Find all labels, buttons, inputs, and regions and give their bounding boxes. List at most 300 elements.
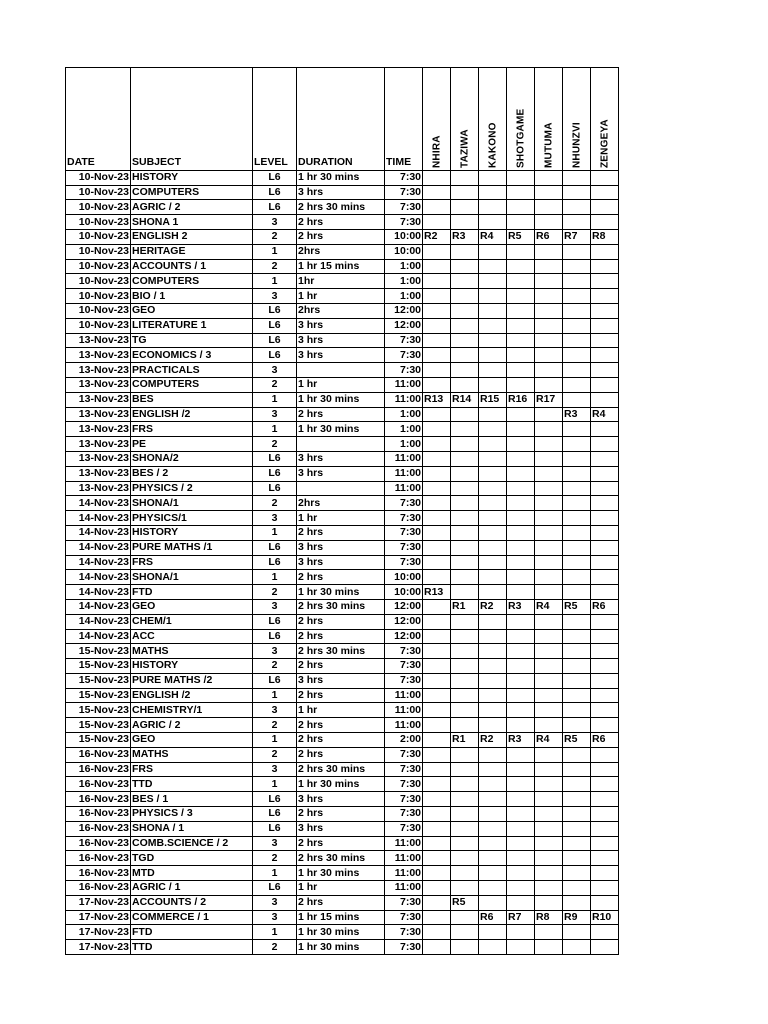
room-cell <box>591 836 619 851</box>
room-cell <box>451 570 479 585</box>
room-cell <box>451 466 479 481</box>
room-cell <box>451 303 479 318</box>
room-cell <box>479 777 507 792</box>
date-cell: 17-Nov-23 <box>66 895 131 910</box>
time-cell: 7:30 <box>385 540 423 555</box>
room-cell <box>479 496 507 511</box>
time-cell: 7:30 <box>385 673 423 688</box>
table-row <box>66 881 619 896</box>
time-cell: 7:30 <box>385 777 423 792</box>
room-cell <box>451 318 479 333</box>
room-cell <box>535 747 563 762</box>
table-row <box>66 274 619 289</box>
room-cell <box>563 866 591 881</box>
room-cell <box>591 392 619 407</box>
table-row <box>66 466 619 481</box>
room-cell <box>423 703 451 718</box>
table-row <box>66 422 619 437</box>
room-cell <box>563 348 591 363</box>
subject-cell: FRS <box>131 555 253 570</box>
level-cell: 3 <box>253 895 297 910</box>
room-cell <box>591 881 619 896</box>
date-cell: 10-Nov-23 <box>66 274 131 289</box>
date-cell: 16-Nov-23 <box>66 762 131 777</box>
room-cell <box>591 481 619 496</box>
room-cell <box>479 451 507 466</box>
duration-cell: 3 hrs <box>297 792 385 807</box>
duration-cell: 2 hrs 30 mins <box>297 644 385 659</box>
date-cell: 10-Nov-23 <box>66 170 131 185</box>
room-cell <box>451 363 479 378</box>
room-cell <box>451 851 479 866</box>
room-cell <box>563 940 591 955</box>
room-cell <box>507 673 535 688</box>
duration-cell: 1 hr 30 mins <box>297 170 385 185</box>
subject-cell: COMB.SCIENCE / 2 <box>131 836 253 851</box>
duration-cell: 2 hrs 30 mins <box>297 851 385 866</box>
room-cell <box>535 644 563 659</box>
time-cell: 7:30 <box>385 910 423 925</box>
room-cell <box>507 274 535 289</box>
level-cell: L6 <box>253 333 297 348</box>
subject-cell: ENGLISH /2 <box>131 688 253 703</box>
room-cell <box>563 777 591 792</box>
date-cell: 15-Nov-23 <box>66 659 131 674</box>
room-cell <box>479 895 507 910</box>
duration-cell: 2 hrs <box>297 215 385 230</box>
subject-cell: PHYSICS / 3 <box>131 807 253 822</box>
room-cell <box>535 363 563 378</box>
room-cell <box>507 422 535 437</box>
room-cell: R7 <box>563 229 591 244</box>
room-cell <box>423 525 451 540</box>
room-cell <box>423 289 451 304</box>
duration-cell: 3 hrs <box>297 333 385 348</box>
room-cell <box>507 215 535 230</box>
table-row <box>66 437 619 452</box>
subject-cell: ECONOMICS / 3 <box>131 348 253 363</box>
time-cell: 1:00 <box>385 422 423 437</box>
room-cell <box>479 437 507 452</box>
date-cell: 13-Nov-23 <box>66 451 131 466</box>
room-cell <box>591 762 619 777</box>
room-cell <box>423 200 451 215</box>
room-cell <box>535 481 563 496</box>
room-cell <box>423 363 451 378</box>
room-cell: R4 <box>591 407 619 422</box>
room-cell <box>591 451 619 466</box>
table-row <box>66 644 619 659</box>
room-cell <box>507 895 535 910</box>
room-cell: R1 <box>451 733 479 748</box>
subject-cell: HISTORY <box>131 170 253 185</box>
invigilator-header <box>591 68 619 171</box>
subject-cell: FTD <box>131 585 253 600</box>
duration-cell: 3 hrs <box>297 318 385 333</box>
room-cell <box>423 807 451 822</box>
room-cell <box>423 466 451 481</box>
duration-cell: 1 hr 15 mins <box>297 910 385 925</box>
room-cell <box>479 348 507 363</box>
duration-cell: 3 hrs <box>297 673 385 688</box>
duration-cell: 2 hrs <box>297 688 385 703</box>
date-cell: 16-Nov-23 <box>66 747 131 762</box>
subject-cell: MATHS <box>131 747 253 762</box>
room-cell <box>563 481 591 496</box>
room-cell <box>535 437 563 452</box>
room-cell <box>479 807 507 822</box>
subject-cell: ENGLISH 2 <box>131 229 253 244</box>
subject-cell: PHYSICS / 2 <box>131 481 253 496</box>
table-row <box>66 289 619 304</box>
subject-cell: AGRIC / 2 <box>131 718 253 733</box>
room-cell <box>451 910 479 925</box>
room-cell <box>563 762 591 777</box>
date-cell: 13-Nov-23 <box>66 348 131 363</box>
duration-cell: 3 hrs <box>297 451 385 466</box>
room-cell: R7 <box>507 910 535 925</box>
room-cell <box>563 511 591 526</box>
date-cell: 15-Nov-23 <box>66 733 131 748</box>
room-cell <box>423 407 451 422</box>
room-cell <box>451 688 479 703</box>
room-cell <box>423 377 451 392</box>
room-cell <box>507 940 535 955</box>
subject-cell: AGRIC / 1 <box>131 881 253 896</box>
level-cell: L6 <box>253 170 297 185</box>
room-cell <box>591 215 619 230</box>
date-cell: 10-Nov-23 <box>66 244 131 259</box>
room-cell <box>423 792 451 807</box>
room-cell <box>451 496 479 511</box>
room-cell <box>563 925 591 940</box>
room-cell <box>591 437 619 452</box>
room-cell <box>563 170 591 185</box>
time-header: TIME <box>385 156 423 170</box>
room-cell <box>479 481 507 496</box>
room-cell <box>535 807 563 822</box>
level-cell: L6 <box>253 200 297 215</box>
time-cell: 7:30 <box>385 511 423 526</box>
room-cell <box>591 185 619 200</box>
subject-cell: BES / 2 <box>131 466 253 481</box>
room-cell <box>479 377 507 392</box>
subject-cell: TTD <box>131 777 253 792</box>
duration-cell: 2hrs <box>297 244 385 259</box>
room-cell <box>535 673 563 688</box>
invigilator-header <box>423 68 451 171</box>
duration-cell: 2 hrs 30 mins <box>297 599 385 614</box>
room-cell <box>451 274 479 289</box>
room-cell <box>479 659 507 674</box>
subject-cell: FRS <box>131 762 253 777</box>
room-cell <box>591 200 619 215</box>
room-cell <box>563 747 591 762</box>
room-cell <box>591 747 619 762</box>
header-spacer-row <box>66 68 619 157</box>
room-cell <box>535 303 563 318</box>
room-cell <box>507 496 535 511</box>
room-cell <box>507 363 535 378</box>
time-cell: 7:30 <box>385 333 423 348</box>
level-cell: 2 <box>253 496 297 511</box>
room-cell: R3 <box>451 229 479 244</box>
room-cell <box>535 244 563 259</box>
level-cell: 3 <box>253 703 297 718</box>
room-cell: R5 <box>563 599 591 614</box>
time-cell: 11:00 <box>385 392 423 407</box>
level-cell: 1 <box>253 688 297 703</box>
room-cell <box>451 644 479 659</box>
room-cell <box>563 570 591 585</box>
duration-cell: 2 hrs <box>297 895 385 910</box>
table-row <box>66 673 619 688</box>
date-cell: 16-Nov-23 <box>66 866 131 881</box>
duration-cell: 2 hrs <box>297 747 385 762</box>
room-cell: R10 <box>591 910 619 925</box>
room-cell <box>535 466 563 481</box>
room-cell <box>479 200 507 215</box>
invigilator-name: TAZIWA <box>459 129 470 168</box>
level-cell: L6 <box>253 451 297 466</box>
level-cell: 3 <box>253 215 297 230</box>
duration-cell: 1 hr 30 mins <box>297 422 385 437</box>
date-cell: 16-Nov-23 <box>66 807 131 822</box>
duration-cell: 1 hr <box>297 881 385 896</box>
room-cell: R14 <box>451 392 479 407</box>
room-cell <box>535 570 563 585</box>
date-cell: 14-Nov-23 <box>66 525 131 540</box>
room-cell <box>563 718 591 733</box>
level-cell: 1 <box>253 244 297 259</box>
room-cell <box>507 377 535 392</box>
subject-cell: FTD <box>131 925 253 940</box>
level-cell: 1 <box>253 525 297 540</box>
table-row <box>66 185 619 200</box>
level-cell: L6 <box>253 673 297 688</box>
time-cell: 7:30 <box>385 792 423 807</box>
room-cell <box>451 703 479 718</box>
level-header: LEVEL <box>253 156 297 170</box>
room-cell <box>507 170 535 185</box>
time-cell: 11:00 <box>385 688 423 703</box>
room-cell <box>563 289 591 304</box>
subject-cell: TTD <box>131 940 253 955</box>
room-cell <box>479 747 507 762</box>
room-cell <box>479 555 507 570</box>
subject-cell: TG <box>131 333 253 348</box>
time-cell: 12:00 <box>385 303 423 318</box>
room-cell <box>535 659 563 674</box>
level-cell: L6 <box>253 303 297 318</box>
room-cell: R2 <box>479 599 507 614</box>
room-cell <box>451 925 479 940</box>
room-cell <box>479 866 507 881</box>
room-cell <box>563 525 591 540</box>
room-cell <box>479 851 507 866</box>
room-cell <box>535 289 563 304</box>
room-cell <box>535 614 563 629</box>
duration-cell: 1 hr 15 mins <box>297 259 385 274</box>
invigilator-name: KAKONO <box>487 122 498 168</box>
date-cell: 14-Nov-23 <box>66 540 131 555</box>
time-cell: 11:00 <box>385 881 423 896</box>
table-row <box>66 792 619 807</box>
level-cell: 1 <box>253 392 297 407</box>
room-cell <box>507 348 535 363</box>
time-cell: 11:00 <box>385 466 423 481</box>
time-cell: 7:30 <box>385 659 423 674</box>
room-cell <box>535 185 563 200</box>
subject-cell: COMPUTERS <box>131 377 253 392</box>
level-cell: L6 <box>253 540 297 555</box>
time-cell: 2:00 <box>385 733 423 748</box>
room-cell <box>451 185 479 200</box>
time-cell: 10:00 <box>385 244 423 259</box>
date-cell: 14-Nov-23 <box>66 629 131 644</box>
table-row <box>66 718 619 733</box>
level-cell: L6 <box>253 185 297 200</box>
room-cell <box>535 881 563 896</box>
room-cell <box>535 866 563 881</box>
room-cell <box>451 585 479 600</box>
table-row <box>66 821 619 836</box>
date-cell: 14-Nov-23 <box>66 599 131 614</box>
subject-cell: FRS <box>131 422 253 437</box>
room-cell <box>451 866 479 881</box>
room-cell <box>591 466 619 481</box>
room-cell <box>423 644 451 659</box>
room-cell <box>451 407 479 422</box>
room-cell <box>451 244 479 259</box>
room-cell <box>423 259 451 274</box>
invigilator-header <box>563 68 591 171</box>
room-cell <box>479 407 507 422</box>
room-cell: R6 <box>479 910 507 925</box>
room-cell <box>591 570 619 585</box>
room-cell <box>507 244 535 259</box>
room-cell <box>423 629 451 644</box>
room-cell: R5 <box>563 733 591 748</box>
room-cell <box>591 303 619 318</box>
room-cell: R8 <box>535 910 563 925</box>
table-row <box>66 407 619 422</box>
duration-cell: 2 hrs <box>297 407 385 422</box>
room-cell <box>535 895 563 910</box>
room-cell <box>591 348 619 363</box>
room-cell <box>479 289 507 304</box>
room-cell <box>479 525 507 540</box>
duration-cell: 1 hr 30 mins <box>297 866 385 881</box>
room-cell <box>563 555 591 570</box>
room-cell <box>423 496 451 511</box>
room-cell <box>563 437 591 452</box>
room-cell: R13 <box>423 392 451 407</box>
duration-cell: 2 hrs <box>297 229 385 244</box>
room-cell <box>591 866 619 881</box>
level-cell: L6 <box>253 348 297 363</box>
time-cell: 10:00 <box>385 570 423 585</box>
room-cell <box>507 644 535 659</box>
room-cell <box>591 555 619 570</box>
room-cell <box>451 525 479 540</box>
room-cell <box>451 348 479 363</box>
room-cell <box>535 333 563 348</box>
date-cell: 13-Nov-23 <box>66 333 131 348</box>
room-cell <box>563 377 591 392</box>
level-cell: 2 <box>253 718 297 733</box>
duration-cell: 3 hrs <box>297 185 385 200</box>
time-cell: 11:00 <box>385 851 423 866</box>
room-cell <box>423 940 451 955</box>
subject-cell: SHONA/1 <box>131 570 253 585</box>
room-cell <box>507 881 535 896</box>
room-cell <box>591 718 619 733</box>
time-cell: 7:30 <box>385 185 423 200</box>
room-cell <box>507 659 535 674</box>
room-cell <box>507 525 535 540</box>
room-cell <box>591 673 619 688</box>
room-cell: R6 <box>591 733 619 748</box>
room-cell <box>479 881 507 896</box>
room-cell <box>535 348 563 363</box>
table-row <box>66 895 619 910</box>
table-row <box>66 807 619 822</box>
subject-cell: GEO <box>131 733 253 748</box>
room-cell <box>535 777 563 792</box>
date-cell: 10-Nov-23 <box>66 200 131 215</box>
level-cell: L6 <box>253 792 297 807</box>
room-cell <box>591 629 619 644</box>
date-header: DATE <box>66 156 131 170</box>
subject-cell: ACC <box>131 629 253 644</box>
room-cell <box>507 703 535 718</box>
duration-cell: 3 hrs <box>297 821 385 836</box>
room-cell <box>451 614 479 629</box>
duration-cell: 1 hr <box>297 377 385 392</box>
room-cell <box>423 881 451 896</box>
table-row <box>66 703 619 718</box>
room-cell <box>535 422 563 437</box>
room-cell <box>507 570 535 585</box>
room-cell <box>423 185 451 200</box>
room-cell <box>479 333 507 348</box>
subject-cell: BES / 1 <box>131 792 253 807</box>
room-cell <box>423 215 451 230</box>
room-cell <box>535 762 563 777</box>
room-cell <box>591 851 619 866</box>
date-cell: 13-Nov-23 <box>66 466 131 481</box>
time-cell: 7:30 <box>385 940 423 955</box>
room-cell <box>507 259 535 274</box>
room-cell: R6 <box>591 599 619 614</box>
time-cell: 1:00 <box>385 407 423 422</box>
table-row <box>66 229 619 244</box>
date-cell: 15-Nov-23 <box>66 718 131 733</box>
subject-cell: CHEMISTRY/1 <box>131 703 253 718</box>
room-cell <box>535 407 563 422</box>
room-cell <box>479 718 507 733</box>
room-cell <box>423 762 451 777</box>
room-cell <box>563 659 591 674</box>
table-row <box>66 866 619 881</box>
invigilator-name: ZENGEYA <box>599 118 610 168</box>
time-cell: 11:00 <box>385 481 423 496</box>
date-cell: 10-Nov-23 <box>66 259 131 274</box>
invigilator-header <box>479 68 507 171</box>
level-cell: 2 <box>253 229 297 244</box>
table-row <box>66 747 619 762</box>
